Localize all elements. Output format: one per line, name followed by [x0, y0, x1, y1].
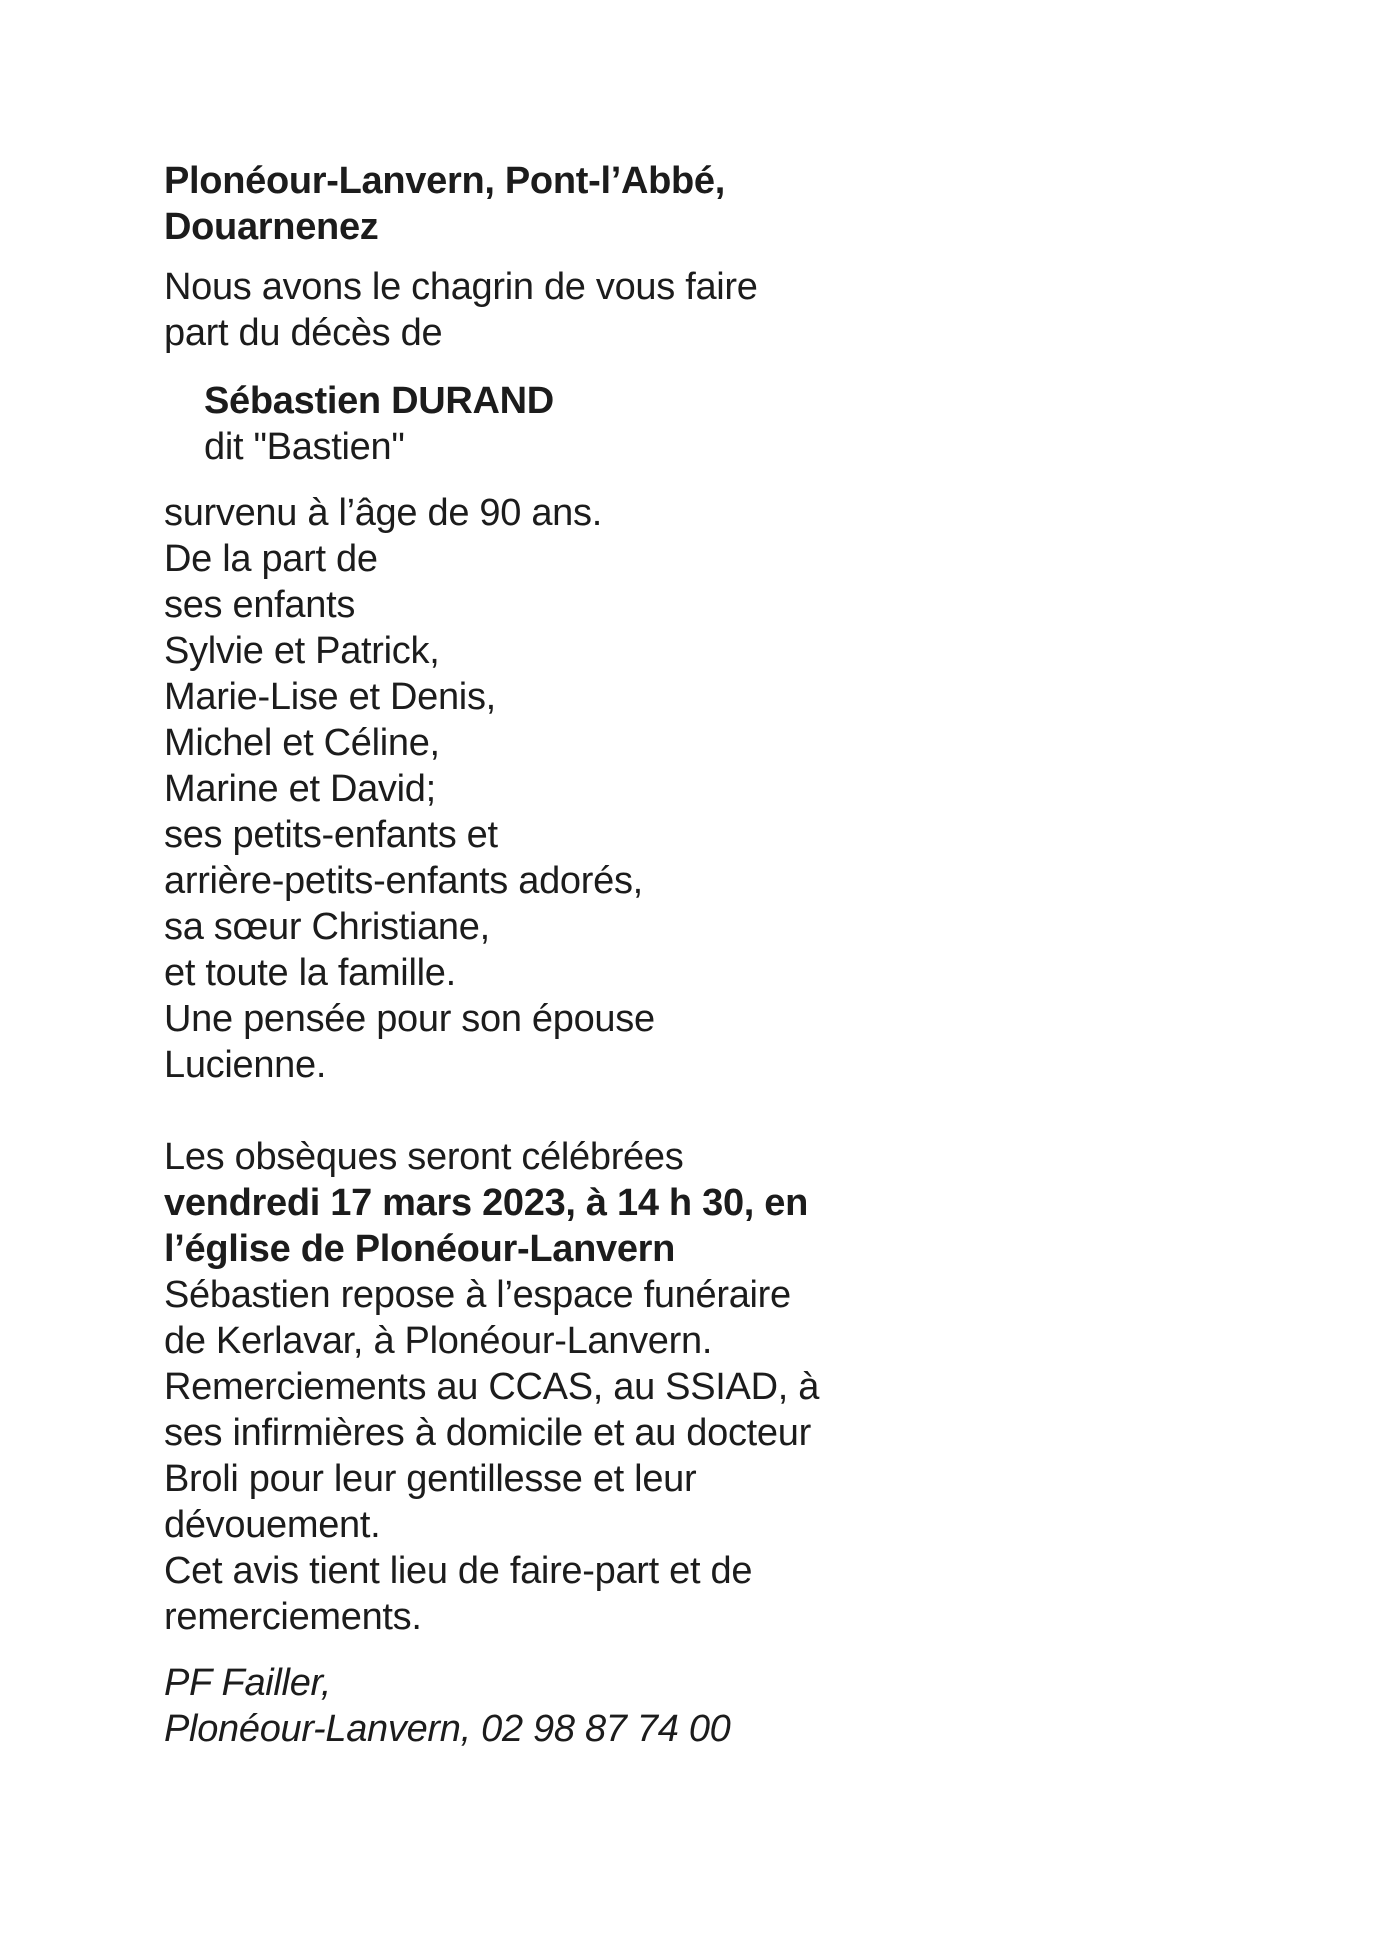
family-line: Une pensée pour son épouse — [164, 998, 655, 1040]
obituary-notice — [164, 158, 1264, 1752]
header-line: Douarnenez — [164, 206, 379, 248]
family-line: Lucienne. — [164, 1044, 327, 1086]
ceremony-line: Remerciements au CCAS, au SSIAD, à — [164, 1366, 820, 1408]
ceremony-line: remerciements. — [164, 1596, 422, 1638]
ceremony-line: Cet avis tient lieu de faire-part et de — [164, 1550, 753, 1592]
family-line: De la part de — [164, 538, 378, 580]
family-line: survenu à l’âge de 90 ans. — [164, 492, 602, 534]
ceremony-line: de Kerlavar, à Plonéour-Lanvern. — [164, 1320, 713, 1362]
funeral-home-signature — [164, 1660, 1264, 1752]
family-line: arrière-petits-enfants adorés, — [164, 860, 643, 902]
ceremony-line: Broli pour leur gentillesse et leur — [164, 1458, 697, 1500]
ceremony-line: dévouement. — [164, 1504, 381, 1546]
family-line: ses petits-enfants et — [164, 814, 498, 856]
deceased-nickname: dit "Bastien" — [204, 426, 405, 468]
ceremony-text — [164, 1134, 1264, 1640]
family-line: Sylvie et Patrick, — [164, 630, 440, 672]
intro-line: Nous avons le chagrin de vous faire — [164, 266, 758, 308]
deceased-name-block — [164, 378, 1264, 470]
ceremony-place: l’église de Plonéour-Lanvern — [164, 1228, 676, 1270]
family-line: ses enfants — [164, 584, 356, 626]
family-line: sa sœur Christiane, — [164, 906, 490, 948]
family-text — [164, 490, 1264, 1088]
header-line: Plonéour-Lanvern, Pont-l’Abbé, — [164, 160, 726, 202]
ceremony-line: Sébastien repose à l’espace funéraire — [164, 1274, 791, 1316]
signature-line: Plonéour-Lanvern, 02 98 87 74 00 — [164, 1708, 731, 1750]
family-line: Marie-Lise et Denis, — [164, 676, 496, 718]
family-line: Michel et Céline, — [164, 722, 440, 764]
deceased-name: Sébastien DURAND — [204, 380, 554, 422]
location-header — [164, 158, 1264, 250]
family-line: et toute la famille. — [164, 952, 456, 994]
signature-line: PF Failler, — [164, 1662, 332, 1704]
ceremony-date: vendredi 17 mars 2023, à 14 h 30, en — [164, 1182, 809, 1224]
ceremony-line: ses infirmières à domicile et au docteur — [164, 1412, 811, 1454]
intro-text — [164, 264, 1264, 356]
intro-line: part du décès de — [164, 312, 443, 354]
ceremony-intro: Les obsèques seront célébrées — [164, 1136, 684, 1178]
section-spacer — [164, 1088, 1264, 1134]
family-line: Marine et David; — [164, 768, 436, 810]
